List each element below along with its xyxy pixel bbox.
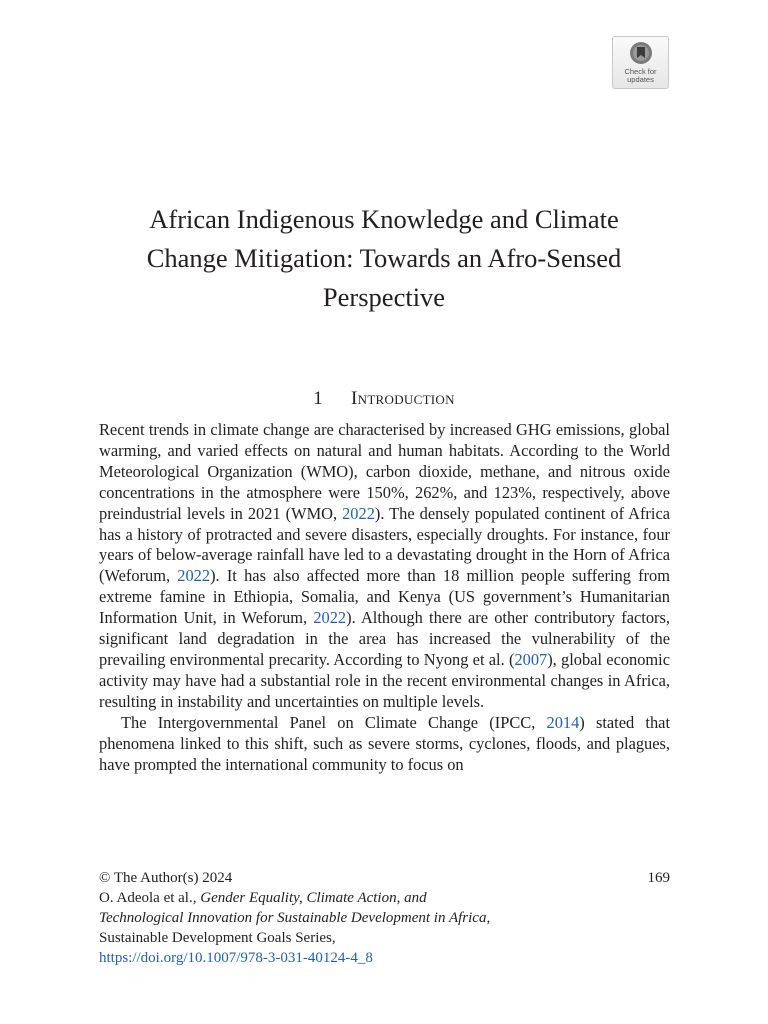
book-title-part1: Gender Equality, Climate Action, and [200,890,427,906]
badge-label-line1: Check for [624,67,657,76]
series-line: Sustainable Development Goals Series, [99,930,336,946]
book-title-part2: Technological Innovation for Sustainable Development in Africa [99,910,487,926]
paragraph-1-text-3: ). It has also affected more than 18 million people suffering from extreme famine in Ethiopia, Somalia, and Kenya (US government’s Humanitarian Information Unit, in Weforum, [99,566,670,628]
citation-authors-line [99,888,670,908]
copyright-line: © The Author(s) 2024 [99,870,233,886]
paragraph-2-text-1: The Intergovernmental Panel on Climate Change (IPCC, [121,712,547,732]
badge-label-line2: updates [627,75,654,84]
paragraph-1 [99,420,670,713]
paragraph-1-text-5: ), global economic activity may have had a substantial role in the recent environmental changes in Africa, resulting in instability and uncertainties on multiple levels. [99,649,671,711]
bookmark-ribbon-icon [629,41,653,67]
citation-link[interactable]: 2022 [313,608,347,628]
check-for-updates-badge[interactable] [612,36,669,89]
citation-title-line [99,908,670,928]
section-number: 1 [313,388,323,409]
paragraph-1-text-4: ). Although there are other contributory factors, significant land degradation in the area has increased the vulnerability of the prevailing environmental precarity. According to Nyong et al. ( [99,608,670,669]
body-text [99,420,670,775]
paragraph-2-text-2: ) stated that phenomena linked to this shift, such as severe storms, cyclones, floods, and plagues, have prompted the international community to focus on [99,712,670,774]
chapter-title-line3: Perspective [322,282,446,312]
citation-link[interactable]: 2014 [546,712,580,732]
citation-link[interactable]: 2007 [514,649,548,669]
chapter-title [80,200,688,317]
citation-link[interactable]: 2022 [177,566,211,586]
paragraph-2 [99,713,670,776]
page-number: 169 [647,870,670,886]
authors: O. Adeola et al., [99,890,201,906]
citation-link[interactable]: 2022 [342,503,375,523]
section-heading [0,386,768,412]
doi-link[interactable]: https://doi.org/10.1007/978-3-031-40124-4_8 [99,950,373,966]
title-comma: , [486,910,491,926]
badge-label [613,68,668,84]
paragraph-1-text-2: ). The densely populated continent of Africa has a history of protracted and severe disasters, especially droughts. For instance, four years of below-average rainfall have led to a devastating drought in the Horn of Africa (Weforum, [99,503,670,586]
chapter-title-line1: African Indigenous Knowledge and Climate [149,204,619,234]
page-footer [99,868,670,968]
paragraph-1-text-1: Recent trends in climate change are characterised by increased GHG emissions, global warming, and varied effects on natural and human habitats. According to the World Meteorological Organization (WMO), carbon dioxide, methane, and nitrous oxide concentrations in the atmosphere were 150%, 262%, and 123%, respectively, above preindustrial levels in 2021 (WMO, [99,420,670,523]
section-title: Introduction [351,388,455,409]
chapter-title-line2: Change Mitigation: Towards an Afro-Sensed [146,243,622,273]
